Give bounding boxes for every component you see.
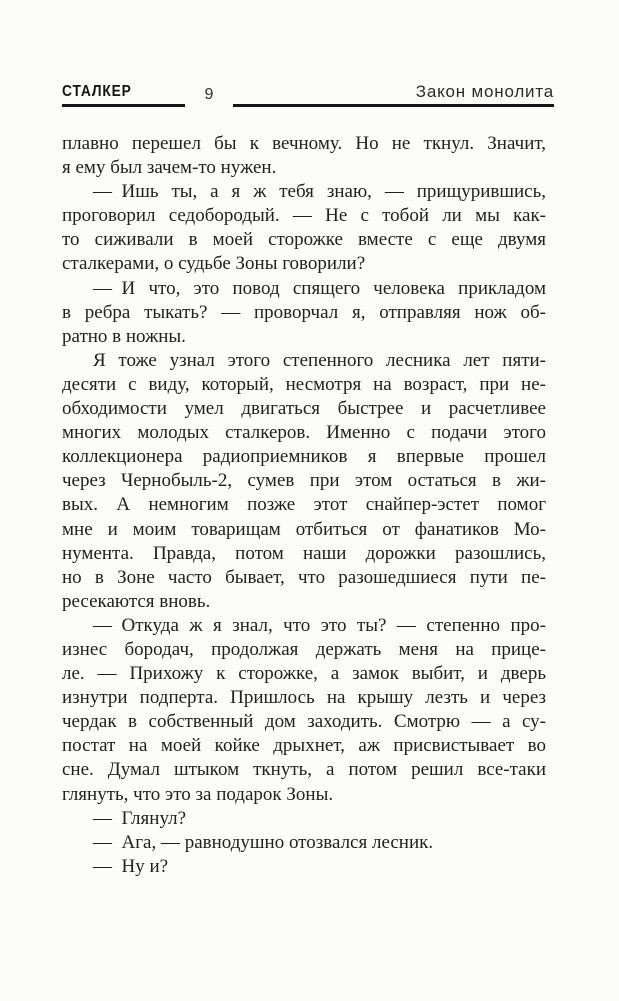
chapter-title: Закон монолита bbox=[415, 82, 554, 101]
text-line: глянуть, что это за подарок Зоны. bbox=[62, 783, 334, 805]
text-line: мне и моим товарищам отбиться от фанатиков Мо- bbox=[62, 518, 546, 540]
text-line: — Глянул? bbox=[93, 807, 187, 829]
text-line: изнес бородач, продолжая держать меня на прице- bbox=[62, 638, 546, 660]
text-line: Я тоже узнал этого степенного лесника лет пяти- bbox=[93, 349, 546, 371]
book-title: СТАЛКЕР bbox=[62, 83, 132, 100]
text-line: — Откуда ж я знал, что это ты? — степенно про- bbox=[93, 614, 546, 636]
text-line: ратно в ножны. bbox=[62, 325, 186, 347]
text-line: но в Зоне часто бывает, что разошедшиеся пути пе- bbox=[62, 566, 546, 588]
text-line: обходимости умел двигаться быстрее и расчетливее bbox=[62, 398, 546, 420]
text-line: десяти с виду, который, несмотря на возраст, при не- bbox=[62, 373, 546, 395]
text-line: коллекционера радиоприемников я впервые прошел bbox=[62, 446, 546, 468]
running-header bbox=[62, 82, 554, 107]
text-line: сне. Думал штыком ткнуть, а потом решил все-таки bbox=[62, 759, 546, 781]
chapter-title-block bbox=[233, 82, 554, 107]
text-line: то сиживали в моей сторожке вместе с еще двумя bbox=[62, 229, 546, 251]
text-line: изнутри подперта. Пришлось на крышу лезть и через bbox=[62, 687, 546, 709]
text-line: — Ишь ты, а я ж тебя знаю, — прищурившись, bbox=[93, 181, 546, 203]
text-line: многих молодых сталкеров. Именно с подачи этого bbox=[62, 422, 546, 444]
text-line: проговорил седобородый. — Не с тобой ли мы как- bbox=[62, 205, 546, 227]
text-line: сталкерами, о судьбе Зоны говорили? bbox=[62, 253, 366, 275]
text-line: в ребра тыкать? — проворчал я, отправляя нож об- bbox=[62, 301, 546, 323]
text-line: — Ага, — равнодушно отозвался лесник. bbox=[93, 831, 434, 853]
text-line: плавно перешел бы к вечному. Но не ткнул. Значит, bbox=[62, 133, 546, 154]
text-line: ресекаются вновь. bbox=[62, 590, 211, 612]
text-line: ле. — Прихожу к сторожке, а замок выбит, и дверь bbox=[62, 663, 546, 685]
text-line: чердак в собственный дом заходить. Смотрю — а су- bbox=[62, 711, 546, 733]
book-title-block bbox=[62, 83, 185, 107]
text-line: нумента. Правда, потом наши дорожки разошлись, bbox=[62, 542, 546, 564]
page-number: 9 bbox=[204, 86, 214, 103]
text-line: я ему был зачем-то нужен. bbox=[62, 157, 277, 179]
text-line: постат на моей койке дрыхнет, аж присвистывает во bbox=[62, 735, 546, 757]
page-text bbox=[62, 132, 546, 879]
text-line: — И что, это повод спящего человека прикладом bbox=[93, 277, 546, 299]
text-line: вых. А немногим позже этот снайпер-эстет помог bbox=[62, 494, 546, 516]
text-line: — Ну и? bbox=[93, 855, 169, 877]
text-line: через Чернобыль-2, сумев при этом остаться в жи- bbox=[62, 470, 546, 492]
